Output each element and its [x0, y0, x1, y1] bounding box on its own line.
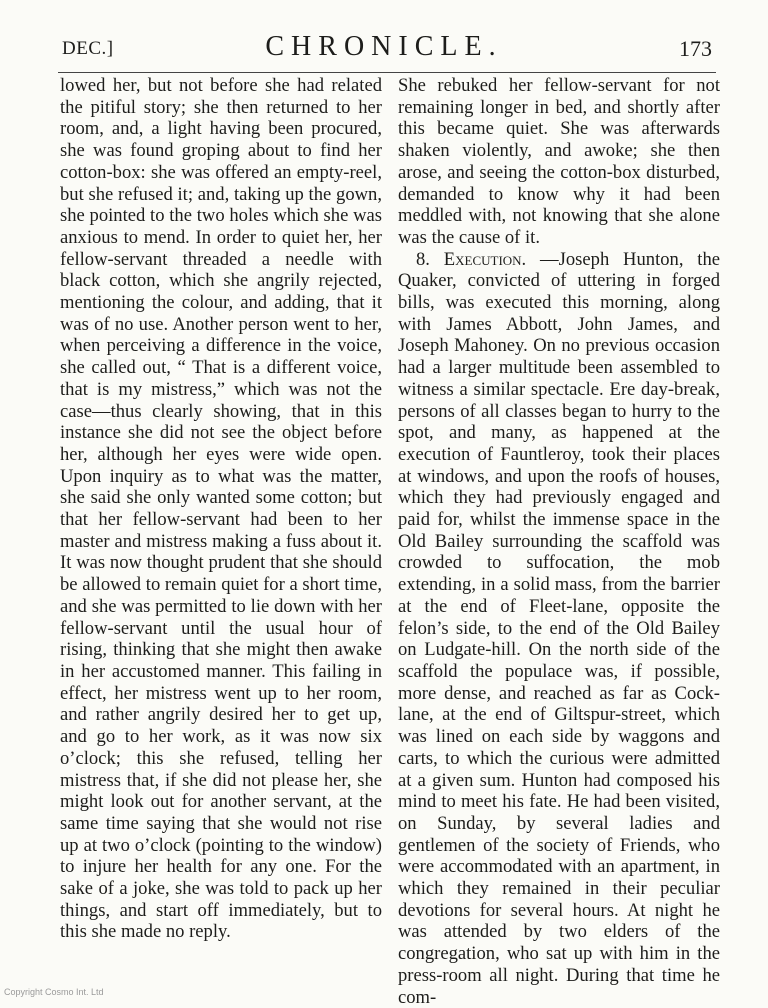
header-rule: [58, 72, 716, 73]
copyright-watermark: Copyright Cosmo Int. Ltd: [4, 987, 104, 997]
left-column-text: lowed her, but not before she had related the pitiful story; she then returned to her room, and, a light having been procured, she was found groping about to find her cotton-box: she was offered an empty-reel, but she refused it; and, taking up the gown, she pointed to the two holes which she was anxious to mend. In order to quiet her, her fellow-servant threaded a needle with black cotton, which she angrily rejected, mentioning the colour, and adding, that it was of no use. Another person went to her, when perceiving a difference in the voice, she called out, “ That is a different voice, that is my mistress,” which was not the case—thus clearly showing, that in this instance she did not see the object before her, although her eyes were wide open. Upon inquiry as to what was the matter, she said she only wanted some cotton; but that her fellow-servant had been to her master and mistress making a fuss about it. It was now thought prudent that she should be allowed to remain quiet for a short time, and she was permitted to lie down with her fellow-servant until the usual hour of rising, thinking that she might then awake in her accustomed manner. This failing in effect, her mistress went up to her room, and rather angrily desired her to get up, and go to her work, as it was now six o’clock; this she refused, telling her mistress that, if she did not please her, she might look out for another servant, at the same time saying that she would not rise up at two o’clock (pointing to the window) to injure her health for any one. For the sake of a joke, she was told to pack up her things, and start off immediately, but to this she made no reply.: [60, 75, 382, 943]
left-column: [60, 75, 382, 943]
entry-heading: Execution.: [443, 248, 527, 270]
entry-number: 8.: [416, 248, 430, 270]
right-column: [398, 75, 720, 1008]
entry-text: —Joseph Hunton, the Quaker, convicted of uttering in forged bills, was executed this morning, along with James Abbott, John James, and Joseph Mahoney. On no previous occasion had a larger multitude been assembled to witness a similar spectacle. Ere day-break, persons of all classes began to hurry to the spot, and many, as happened at the execution of Fauntleroy, took their places at windows, and upon the roofs of houses, which they had previously engaged and paid for, whilst the immense space in the Old Bailey surrounding the scaffold was crowded to suffocation, the mob extending, in a solid mass, from the barrier at the end of Fleet-lane, opposite the felon’s side, to the end of the Old Bailey on Ludgate-hill. On the north side of the scaffold the populace was, if possible, more dense, and reached as far as Cock-lane, at the end of Giltspur-street, which was lined on each side by waggons and carts, to which the curious were admitted at a given sum. Hunton had composed his mind to meet his fate. He had been visited, on Sunday, by several ladies and gentlemen of the society of Friends, who were accommodated with an apartment, in which they remained in their peculiar devotions for several hours. At night he was attended by two elders of the congregation, who sat up with him in the press-room all night. During that time he com-: [398, 248, 720, 1008]
right-paragraph-2: [398, 249, 720, 1008]
page-number: 173: [679, 36, 712, 61]
running-title: CHRONICLE.: [265, 31, 503, 62]
section-label: DEC.]: [62, 38, 114, 59]
page-header: [0, 30, 768, 66]
right-paragraph-1: She rebuked her fellow-servant for not remaining longer in bed, and shortly after this became quiet. She was afterwards shaken violently, and awoke; she then arose, and seeing the cotton-box disturbed, demanded to know why it had been meddled with, not knowing that she alone was the cause of it.: [398, 75, 720, 248]
